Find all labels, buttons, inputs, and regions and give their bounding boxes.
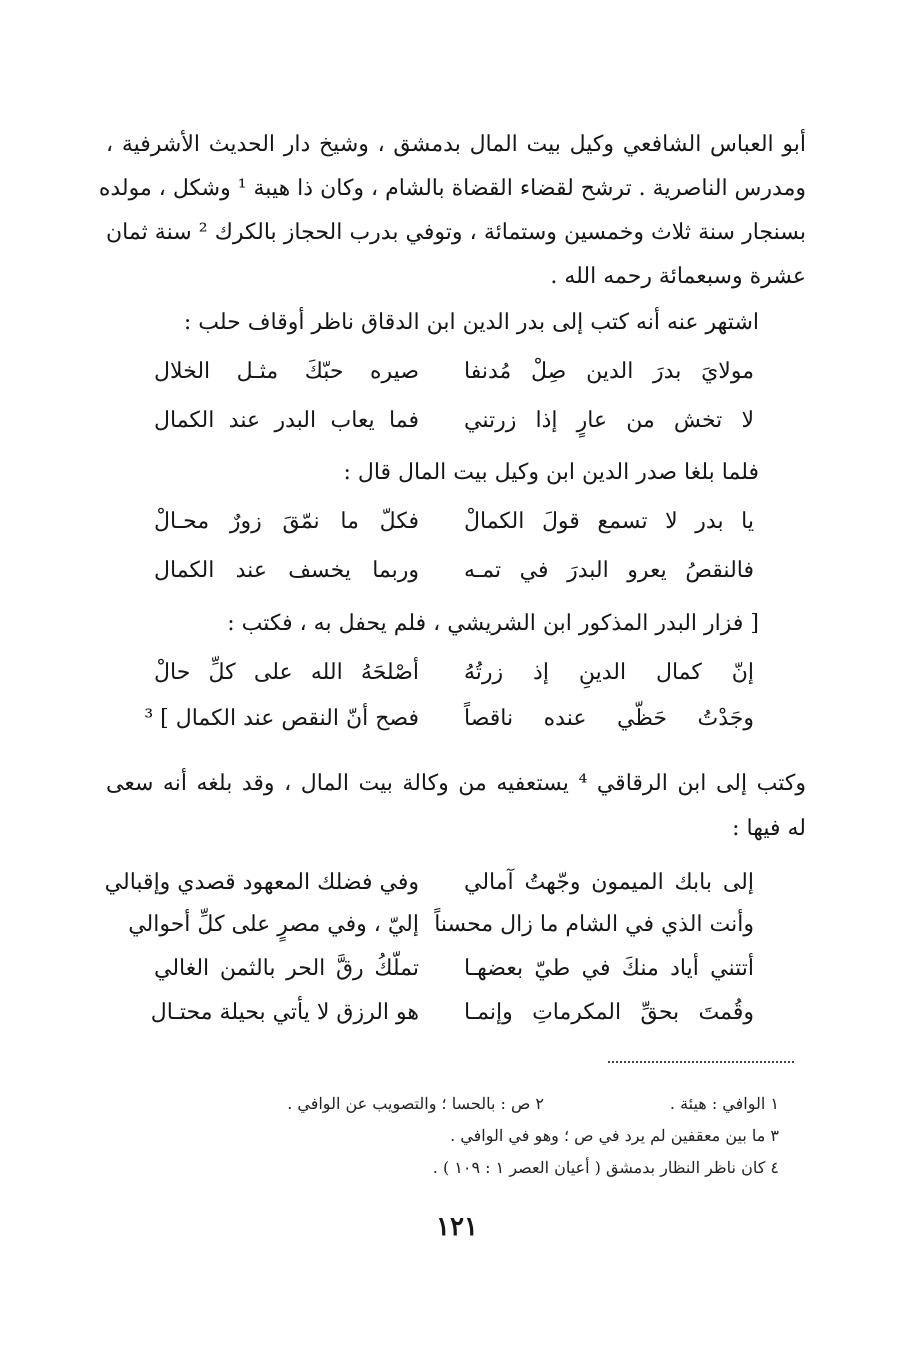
verse-second-hemistich: تملّكُ رقَّ الحر بالثمن الغالي [154,956,419,981]
footnote: ٤ كان ناظر النظار بدمشق ( أعيان العصر ١ : ١٠٩ ) . [432,1158,779,1177]
verse-second-hemistich: فكلّ ما نمّقَ زورٌ محـالْ [154,509,419,534]
verse-first-hemistich: فالنقصُ يعرو البدرَ في تمـه [464,558,754,583]
paragraph-line: فلما بلغا صدر الدين ابن وكيل بيت المال قال : [343,460,759,485]
footnote-separator [608,1061,794,1063]
verse-second-hemistich: فصح أنّ النقص عند الكمال ] ³ [144,706,419,731]
page-number: ١٢١ [436,1212,478,1242]
paragraph-line: عشرة وسبعمائة رحمه الله . [550,264,806,289]
verse-line [154,405,754,437]
paragraph-line: أبو العباس الشافعي وكيل بيت المال بدمشق ، وشيخ دار الحديث الأشرفية ، [106,132,806,157]
verse-second-hemistich: إليّ ، وفي مصرٍ على كلِّ أحوالي [128,912,419,937]
verse-first-hemistich: وأنت الذي في الشام ما زال محسناً [434,912,754,937]
verse-second-hemistich: صيره حبّكَ مثـل الخلال [154,359,419,384]
verse-first-hemistich: يا بدر لا تسمع قولَ الكمالْ [464,509,754,534]
verse-line [104,867,754,899]
verse-second-hemistich: وفي فضلك المعهود قصدي وإقبالي [104,870,419,895]
verse-second-hemistich: هو الرزق لا يأتي بحيلة محتـال [150,1000,419,1025]
footnote: ١ الوافي : هيئة . [669,1094,779,1113]
footnote: ٢ ص : بالحسا ؛ والتصويب عن الوافي . [287,1094,544,1113]
verse-second-hemistich: وربما يخسف عند الكمال [154,558,419,583]
verse-first-hemistich: مولايَ بدرَ الدين صِلْ مُدنفا [464,359,754,384]
verse-first-hemistich: وجَدْتُ حَظّي عنده ناقصاً [464,706,754,731]
paragraph-line: بسنجار سنة ثلاث وخمسين وستمائة ، وتوفي بدرب الحجاز بالكرك ² سنة ثمان [106,220,807,245]
verse-line [144,703,754,735]
verse-line [150,997,754,1029]
verse-line [154,555,754,587]
paragraph-line: ومدرس الناصرية . ترشح لقضاء القضاة بالشام ، وكان ذا هيبة ¹ وشكل ، مولده [98,176,806,201]
footnote: ٣ ما بين معقفين لم يرد في ص ؛ وهو في الوافي . [450,1126,779,1145]
verse-line [154,356,754,388]
verse-line [154,657,754,689]
verse-line [154,953,754,985]
verse-second-hemistich: فما يعاب البدر عند الكمال [154,408,419,433]
verse-first-hemistich: إلى بابك الميمون وجّهتُ آمالي [464,870,754,895]
paragraph-line: له فيها : [732,816,806,841]
verse-line [154,506,754,538]
verse-first-hemistich: أتتني أياد منكَ في طيّ بعضهـا [464,956,754,981]
verse-second-hemistich: أصْلحَهُ الله على كلِّ حالْ [154,660,419,685]
verse-line [128,909,754,941]
paragraph-line: وكتب إلى ابن الرقاقي ⁴ يستعفيه من وكالة بيت المال ، وقد بلغه أنه سعى [106,771,806,796]
verse-first-hemistich: إنّ كمال الدينِ إذ زرتُهُ [464,660,754,685]
verse-first-hemistich: لا تخش من عارٍ إذا زرتني [464,408,754,433]
verse-first-hemistich: وقُمتَ بحقِّ المكرماتِ وإنمـا [464,1000,754,1025]
paragraph-line: [ فزار البدر المذكور ابن الشريشي ، فلم يحفل به ، فكتب : [227,611,759,636]
paragraph-line: اشتهر عنه أنه كتب إلى بدر الدين ابن الدقاق ناظر أوقاف حلب : [183,310,759,335]
